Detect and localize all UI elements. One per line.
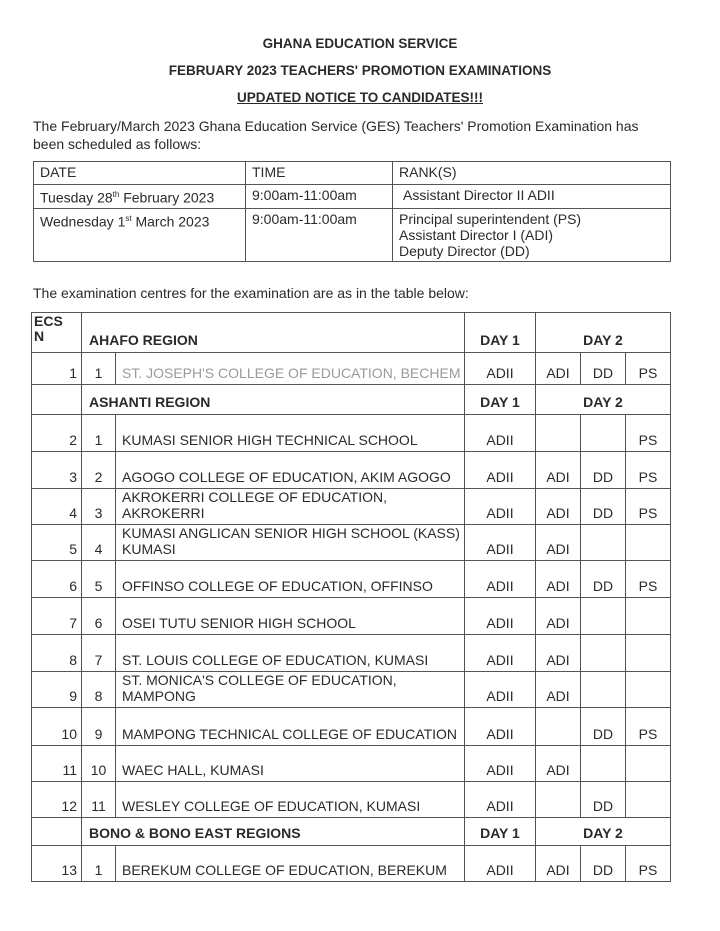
header-ranks: RANK(S) bbox=[393, 162, 671, 185]
schedule-ranks: Principal superintendent (PS) Assistant Director I (ADI) Deputy Director (DD) bbox=[393, 208, 671, 261]
header-date: DATE bbox=[34, 162, 246, 185]
ecsn-header: ECS N bbox=[32, 313, 82, 353]
centre-row: 5 4 KUMASI ANGLICAN SENIOR HIGH SCHOOL (KASS) KUMASI ADII ADI bbox=[32, 525, 671, 561]
centre-row: 1 1 ST. JOSEPH'S COLLEGE OF EDUCATION, BECHEM ADII ADI DD PS bbox=[32, 353, 671, 385]
schedule-ranks: Assistant Director II ADII bbox=[393, 185, 671, 209]
exam-title: FEBRUARY 2023 TEACHERS' PROMOTION EXAMINATIONS bbox=[168, 63, 552, 78]
region-header-row bbox=[32, 385, 671, 415]
centre-row: 11 10 WAEC HALL, KUMASI ADII ADI bbox=[32, 746, 671, 782]
schedule-time: 9:00am-11:00am bbox=[246, 208, 393, 261]
centre-name: OSEI TUTU SENIOR HIGH SCHOOL bbox=[116, 598, 465, 635]
intro-paragraph: The February/March 2023 Ghana Education Service (GES) Teachers' Promotion Examination has been scheduled as follows: bbox=[33, 118, 639, 152]
region-header-row bbox=[32, 313, 671, 353]
schedule-date: Tuesday 28th February 2023 bbox=[34, 185, 246, 209]
centre-row: 7 6 OSEI TUTU SENIOR HIGH SCHOOL ADII ADI bbox=[32, 598, 671, 635]
centre-row: 13 1 BEREKUM COLLEGE OF EDUCATION, BEREKUM ADII ADI DD PS bbox=[32, 846, 671, 882]
centres-intro: The examination centres for the examination are as in the table below: bbox=[33, 285, 469, 301]
region-name: ASHANTI REGION bbox=[82, 385, 465, 415]
schedule-row bbox=[34, 208, 671, 261]
day1-header: DAY 1 bbox=[464, 818, 535, 846]
schedule-row bbox=[34, 185, 671, 209]
centre-row: 9 8 ST. MONICA'S COLLEGE OF EDUCATION, MAMPONG ADII ADI bbox=[32, 672, 671, 708]
centre-name: WAEC HALL, KUMASI bbox=[116, 746, 465, 782]
centre-name: WESLEY COLLEGE OF EDUCATION, KUMASI bbox=[116, 782, 465, 818]
notice-title: UPDATED NOTICE TO CANDIDATES!!! bbox=[237, 90, 483, 105]
schedule-table bbox=[33, 161, 671, 262]
centre-row: 12 11 WESLEY COLLEGE OF EDUCATION, KUMASI ADII DD bbox=[32, 782, 671, 818]
centre-name: BEREKUM COLLEGE OF EDUCATION, BEREKUM bbox=[116, 846, 465, 882]
region-name: AHAFO REGION bbox=[82, 313, 465, 353]
day2-header: DAY 2 bbox=[535, 385, 670, 415]
centre-row: 2 1 KUMASI SENIOR HIGH TECHNICAL SCHOOL ADII PS bbox=[32, 415, 671, 452]
schedule-date: Wednesday 1st March 2023 bbox=[34, 208, 246, 261]
org-title: GHANA EDUCATION SERVICE bbox=[262, 36, 458, 51]
region-header-row bbox=[32, 818, 671, 846]
schedule-time: 9:00am-11:00am bbox=[246, 185, 393, 209]
centre-row: 10 9 MAMPONG TECHNICAL COLLEGE OF EDUCATION ADII DD PS bbox=[32, 708, 671, 746]
centre-row: 4 3 AKROKERRI COLLEGE OF EDUCATION, AKROKERRI ADII ADI DD PS bbox=[32, 489, 671, 525]
centre-name: AGOGO COLLEGE OF EDUCATION, AKIM AGOGO bbox=[116, 452, 465, 489]
header-time: TIME bbox=[246, 162, 393, 185]
centre-name: OFFINSO COLLEGE OF EDUCATION, OFFINSO bbox=[116, 561, 465, 598]
centre-name: MAMPONG TECHNICAL COLLEGE OF EDUCATION bbox=[116, 708, 465, 746]
day2-header: DAY 2 bbox=[535, 313, 670, 353]
centre-row: 8 7 ST. LOUIS COLLEGE OF EDUCATION, KUMASI ADII ADI bbox=[32, 635, 671, 672]
centre-name: ST. JOSEPH'S COLLEGE OF EDUCATION, BECHEM bbox=[116, 353, 465, 385]
centre-name: KUMASI ANGLICAN SENIOR HIGH SCHOOL (KASS) KUMASI bbox=[116, 525, 465, 561]
centre-name: AKROKERRI COLLEGE OF EDUCATION, AKROKERRI bbox=[116, 489, 465, 525]
centre-row: 6 5 OFFINSO COLLEGE OF EDUCATION, OFFINSO ADII ADI DD PS bbox=[32, 561, 671, 598]
centres-table bbox=[31, 312, 671, 882]
centre-name: KUMASI SENIOR HIGH TECHNICAL SCHOOL bbox=[116, 415, 465, 452]
schedule-header-row bbox=[34, 162, 671, 185]
centre-name: ST. LOUIS COLLEGE OF EDUCATION, KUMASI bbox=[116, 635, 465, 672]
centre-name: ST. MONICA'S COLLEGE OF EDUCATION, MAMPONG bbox=[116, 672, 465, 708]
region-name: BONO & BONO EAST REGIONS bbox=[82, 818, 465, 846]
day1-header: DAY 1 bbox=[464, 385, 535, 415]
day2-header: DAY 2 bbox=[535, 818, 670, 846]
centre-row: 3 2 AGOGO COLLEGE OF EDUCATION, AKIM AGOGO ADII ADI DD PS bbox=[32, 452, 671, 489]
day1-header: DAY 1 bbox=[464, 313, 535, 353]
